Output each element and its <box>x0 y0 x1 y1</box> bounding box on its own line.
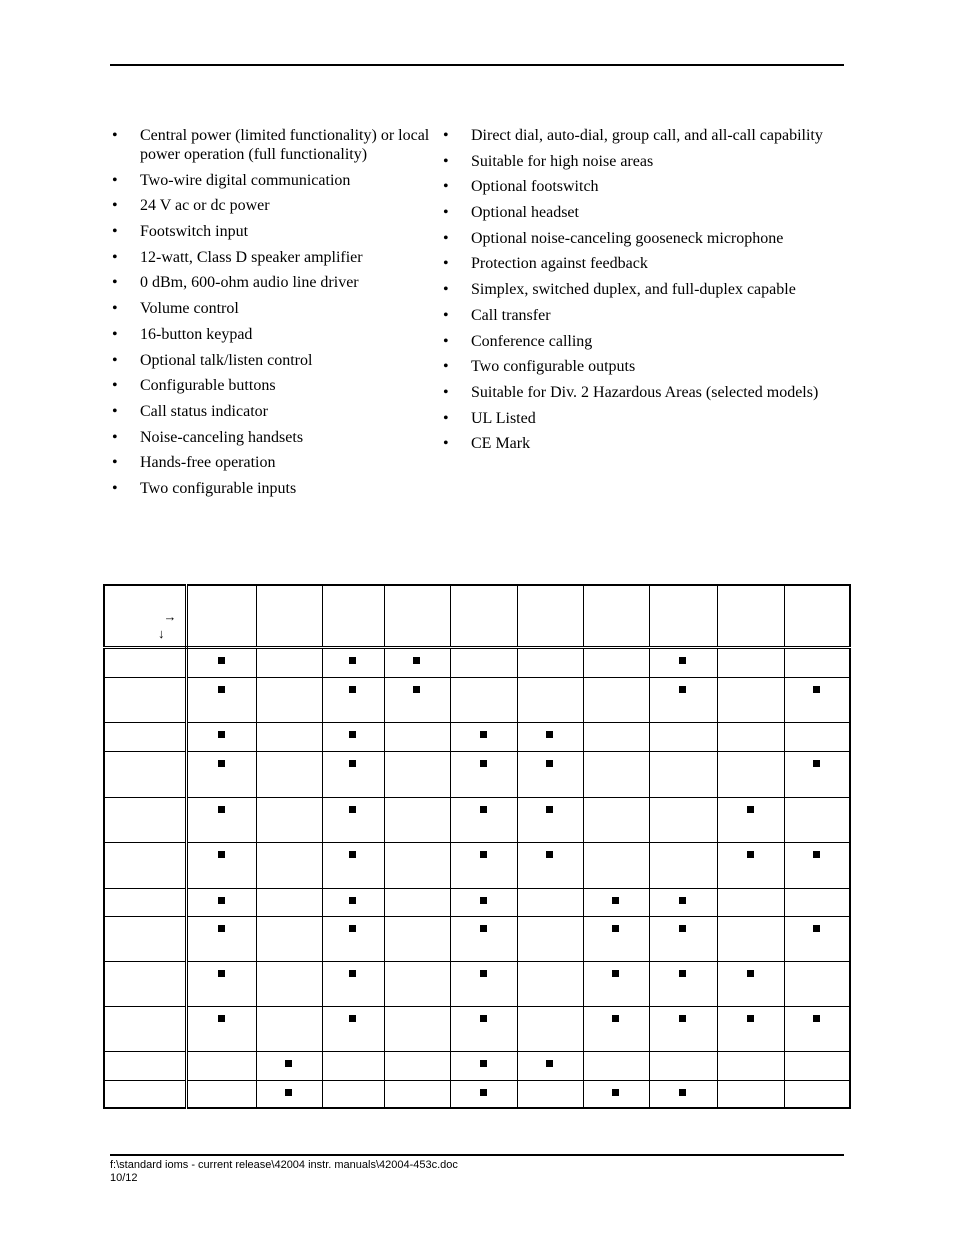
table-cell <box>256 1080 322 1108</box>
table-cell <box>517 916 583 961</box>
table-cell <box>322 1080 384 1108</box>
table-cell <box>186 961 256 1006</box>
check-square-icon <box>679 1015 686 1022</box>
check-square-icon <box>612 897 619 904</box>
check-square-icon <box>480 1060 487 1067</box>
table-cell <box>784 1080 850 1108</box>
feature-item: • Call status indicator <box>112 402 430 421</box>
check-square-icon <box>679 925 686 932</box>
table-cell <box>186 722 256 751</box>
check-square-icon <box>349 970 356 977</box>
model-features-table <box>103 584 851 1109</box>
row-label-cell <box>104 1051 186 1080</box>
check-square-icon <box>349 851 356 858</box>
table-cell <box>649 888 717 916</box>
table-row <box>104 842 850 888</box>
table-cell <box>784 961 850 1006</box>
table-cell <box>450 751 517 797</box>
row-label-cell <box>104 797 186 842</box>
table-cell <box>450 1006 517 1051</box>
table-cell <box>256 916 322 961</box>
check-square-icon <box>218 925 225 932</box>
table-cell <box>384 1006 450 1051</box>
row-label-cell <box>104 1080 186 1108</box>
table-cell <box>784 751 850 797</box>
arrow-down-icon: ↓ <box>158 626 165 641</box>
table-cell <box>186 1006 256 1051</box>
row-label-cell <box>104 751 186 797</box>
header-cell <box>784 585 850 647</box>
table-cell <box>256 961 322 1006</box>
table-cell <box>186 842 256 888</box>
table-cell <box>517 842 583 888</box>
header-cell <box>717 585 784 647</box>
table-cell <box>186 797 256 842</box>
check-square-icon <box>349 731 356 738</box>
table-cell <box>322 797 384 842</box>
table-cell <box>384 961 450 1006</box>
features-list-left <box>112 126 430 505</box>
table-cell <box>384 647 450 677</box>
row-label-cell <box>104 647 186 677</box>
table-cell <box>256 888 322 916</box>
table-cell <box>583 1080 649 1108</box>
feature-item: • Protection against feedback <box>443 254 863 273</box>
footer <box>110 1159 458 1185</box>
table-cell <box>517 677 583 722</box>
feature-item: • Optional footswitch <box>443 177 863 196</box>
table-cell <box>717 751 784 797</box>
header-cell <box>322 585 384 647</box>
table-cell <box>256 677 322 722</box>
table-cell <box>322 1051 384 1080</box>
table-cell <box>517 751 583 797</box>
feature-item: • Call transfer <box>443 306 863 325</box>
row-label-cell <box>104 1006 186 1051</box>
header-corner-cell <box>104 585 186 647</box>
table-cell <box>450 647 517 677</box>
check-square-icon <box>747 851 754 858</box>
check-square-icon <box>218 686 225 693</box>
check-square-icon <box>349 657 356 664</box>
feature-item: • Optional talk/listen control <box>112 351 430 370</box>
check-square-icon <box>349 925 356 932</box>
table-cell <box>784 916 850 961</box>
header-cell <box>450 585 517 647</box>
check-square-icon <box>747 1015 754 1022</box>
feature-item: • Suitable for high noise areas <box>443 152 863 171</box>
table-cell <box>384 842 450 888</box>
table-body <box>104 585 850 1108</box>
table-cell <box>186 1080 256 1108</box>
table-cell <box>517 797 583 842</box>
table-cell <box>717 1006 784 1051</box>
table-row <box>104 1080 850 1108</box>
table-cell <box>583 842 649 888</box>
header-cell <box>384 585 450 647</box>
table-cell <box>384 677 450 722</box>
check-square-icon <box>413 657 420 664</box>
check-square-icon <box>218 657 225 664</box>
table-cell <box>384 1051 450 1080</box>
table-cell <box>649 842 717 888</box>
table-row <box>104 961 850 1006</box>
table-cell <box>717 842 784 888</box>
check-square-icon <box>218 897 225 904</box>
table-cell <box>517 961 583 1006</box>
check-square-icon <box>612 1015 619 1022</box>
table-cell <box>649 751 717 797</box>
table-cell <box>583 916 649 961</box>
table-cell <box>649 916 717 961</box>
check-square-icon <box>679 686 686 693</box>
table-row <box>104 751 850 797</box>
table-cell <box>450 961 517 1006</box>
features-list-right <box>443 126 863 460</box>
table-cell <box>517 1006 583 1051</box>
table-cell <box>186 647 256 677</box>
check-square-icon <box>218 806 225 813</box>
row-label-cell <box>104 888 186 916</box>
table-cell <box>784 677 850 722</box>
header-cell <box>583 585 649 647</box>
table-cell <box>384 888 450 916</box>
check-square-icon <box>546 851 553 858</box>
check-square-icon <box>546 1060 553 1067</box>
check-square-icon <box>546 806 553 813</box>
check-square-icon <box>349 806 356 813</box>
table-cell <box>784 1006 850 1051</box>
table-cell <box>384 722 450 751</box>
feature-item: • 12-watt, Class D speaker amplifier <box>112 248 430 267</box>
table-row <box>104 647 850 677</box>
check-square-icon <box>747 970 754 977</box>
table-cell <box>649 1080 717 1108</box>
table-cell <box>322 916 384 961</box>
table-cell <box>256 722 322 751</box>
table-cell <box>322 722 384 751</box>
table-cell <box>186 1051 256 1080</box>
row-label-cell <box>104 842 186 888</box>
row-label-cell <box>104 722 186 751</box>
feature-item: • Suitable for Div. 2 Hazardous Areas (selected models) <box>443 383 863 402</box>
table-cell <box>649 722 717 751</box>
table-cell <box>784 1051 850 1080</box>
check-square-icon <box>679 657 686 664</box>
table-cell <box>649 647 717 677</box>
table-cell <box>583 1006 649 1051</box>
table-cell <box>322 677 384 722</box>
table-cell <box>186 916 256 961</box>
table-cell <box>717 1051 784 1080</box>
check-square-icon <box>813 760 820 767</box>
table-cell <box>784 797 850 842</box>
table-cell <box>322 842 384 888</box>
check-square-icon <box>612 925 619 932</box>
table-cell <box>649 961 717 1006</box>
table-cell <box>384 751 450 797</box>
table-cell <box>384 797 450 842</box>
table-row <box>104 888 850 916</box>
table-cell <box>784 842 850 888</box>
check-square-icon <box>813 925 820 932</box>
footer-date: 10/12 <box>110 1172 138 1184</box>
check-square-icon <box>285 1060 292 1067</box>
table-cell <box>717 961 784 1006</box>
feature-item: • Volume control <box>112 299 430 318</box>
table-cell <box>256 647 322 677</box>
table-cell <box>450 842 517 888</box>
table-cell <box>717 647 784 677</box>
check-square-icon <box>679 970 686 977</box>
table-cell <box>784 722 850 751</box>
table-cell <box>717 888 784 916</box>
feature-item: • Hands-free operation <box>112 453 430 472</box>
table-cell <box>256 1006 322 1051</box>
table-cell <box>583 961 649 1006</box>
check-square-icon <box>747 806 754 813</box>
table-cell <box>256 1051 322 1080</box>
check-square-icon <box>813 686 820 693</box>
row-label-cell <box>104 677 186 722</box>
table-cell <box>450 1051 517 1080</box>
table-cell <box>256 842 322 888</box>
table-cell <box>186 751 256 797</box>
check-square-icon <box>480 897 487 904</box>
feature-item: • Optional headset <box>443 203 863 222</box>
check-square-icon <box>218 760 225 767</box>
table-cell <box>450 888 517 916</box>
table-cell <box>450 1080 517 1108</box>
check-square-icon <box>413 686 420 693</box>
table-cell <box>450 722 517 751</box>
table-cell <box>717 722 784 751</box>
feature-item: • Simplex, switched duplex, and full-duplex capable <box>443 280 863 299</box>
table-cell <box>517 1051 583 1080</box>
feature-item: • 16-button keypad <box>112 325 430 344</box>
feature-item: • Footswitch input <box>112 222 430 241</box>
check-square-icon <box>480 760 487 767</box>
table-header-row <box>104 585 850 647</box>
check-square-icon <box>480 925 487 932</box>
table-cell <box>322 647 384 677</box>
table-cell <box>583 722 649 751</box>
feature-item: • 0 dBm, 600-ohm audio line driver <box>112 273 430 292</box>
feature-item: • Conference calling <box>443 332 863 351</box>
table-cell <box>517 722 583 751</box>
table-cell <box>322 888 384 916</box>
table-cell <box>717 797 784 842</box>
table-cell <box>186 677 256 722</box>
check-square-icon <box>480 731 487 738</box>
table-cell <box>583 797 649 842</box>
table-cell <box>717 677 784 722</box>
table-cell <box>784 647 850 677</box>
feature-item: • UL Listed <box>443 409 863 428</box>
table-row <box>104 1006 850 1051</box>
table-cell <box>583 888 649 916</box>
table-cell <box>649 677 717 722</box>
check-square-icon <box>612 1089 619 1096</box>
footer-file-path: f:\standard ioms - current release\42004 instr. manuals\42004-453c.doc <box>110 1159 458 1171</box>
table-cell <box>717 1080 784 1108</box>
table-cell <box>322 961 384 1006</box>
header-cell <box>186 585 256 647</box>
table-cell <box>384 916 450 961</box>
check-square-icon <box>480 970 487 977</box>
check-square-icon <box>218 731 225 738</box>
feature-item: • Noise-canceling handsets <box>112 428 430 447</box>
check-square-icon <box>349 760 356 767</box>
feature-item: • CE Mark <box>443 434 863 453</box>
row-label-cell <box>104 916 186 961</box>
check-square-icon <box>546 731 553 738</box>
check-square-icon <box>813 851 820 858</box>
check-square-icon <box>285 1089 292 1096</box>
check-square-icon <box>679 897 686 904</box>
header-cell <box>256 585 322 647</box>
top-rule <box>110 64 844 66</box>
check-square-icon <box>612 970 619 977</box>
feature-item: • Two configurable outputs <box>443 357 863 376</box>
check-square-icon <box>349 686 356 693</box>
check-square-icon <box>546 760 553 767</box>
table-cell <box>450 677 517 722</box>
feature-item: • Direct dial, auto-dial, group call, and all-call capability <box>443 126 863 145</box>
table-cell <box>583 1051 649 1080</box>
feature-item: • Central power (limited functionality) or local power operation (full functionality) <box>112 126 430 164</box>
table-cell <box>186 888 256 916</box>
arrow-right-icon: → <box>163 609 177 624</box>
feature-item: • Configurable buttons <box>112 376 430 395</box>
check-square-icon <box>218 1015 225 1022</box>
table-cell <box>649 797 717 842</box>
table-cell <box>517 647 583 677</box>
table-cell <box>583 751 649 797</box>
table-cell <box>649 1006 717 1051</box>
feature-item: • 24 V ac or dc power <box>112 196 430 215</box>
row-label-cell <box>104 961 186 1006</box>
check-square-icon <box>218 851 225 858</box>
bottom-rule <box>110 1154 844 1156</box>
table-cell <box>517 1080 583 1108</box>
table-cell <box>256 751 322 797</box>
table-cell <box>784 888 850 916</box>
table-row <box>104 797 850 842</box>
table-cell <box>450 797 517 842</box>
table-row <box>104 1051 850 1080</box>
table-cell <box>256 797 322 842</box>
table-cell <box>384 1080 450 1108</box>
check-square-icon <box>480 1015 487 1022</box>
header-cell <box>649 585 717 647</box>
check-square-icon <box>480 851 487 858</box>
table-cell <box>450 916 517 961</box>
table-row <box>104 722 850 751</box>
check-square-icon <box>480 1089 487 1096</box>
table-row <box>104 916 850 961</box>
check-square-icon <box>480 806 487 813</box>
feature-item: • Two-wire digital communication <box>112 171 430 190</box>
table-row <box>104 677 850 722</box>
check-square-icon <box>218 970 225 977</box>
table-cell <box>322 1006 384 1051</box>
table-cell <box>649 1051 717 1080</box>
feature-item: • Two configurable inputs <box>112 479 430 498</box>
table-cell <box>517 888 583 916</box>
check-square-icon <box>349 897 356 904</box>
check-square-icon <box>813 1015 820 1022</box>
check-square-icon <box>679 1089 686 1096</box>
table-cell <box>583 647 649 677</box>
table-cell <box>717 916 784 961</box>
feature-item: • Optional noise-canceling gooseneck microphone <box>443 229 863 248</box>
table-cell <box>322 751 384 797</box>
check-square-icon <box>349 1015 356 1022</box>
table-cell <box>583 677 649 722</box>
header-cell <box>517 585 583 647</box>
